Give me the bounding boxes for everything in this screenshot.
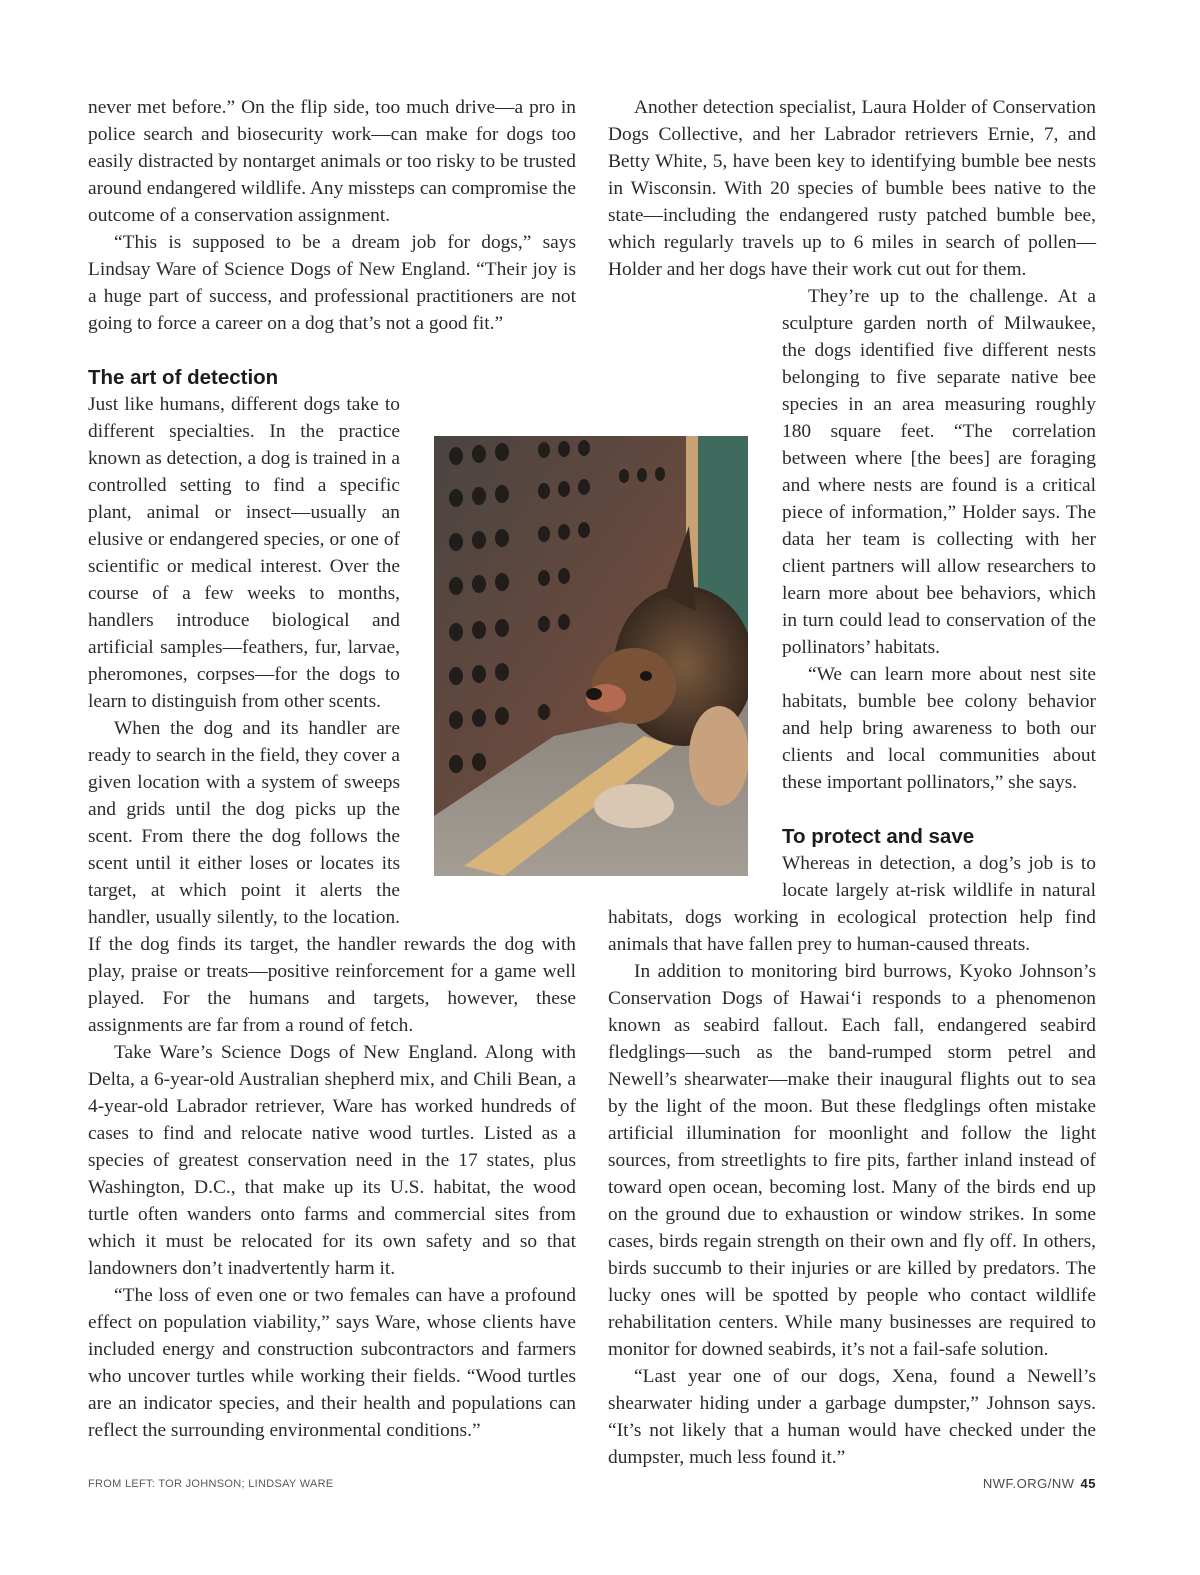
dog-photo-illustration (434, 436, 748, 876)
left-paragraph-2: “This is supposed to be a dream job for dogs,” says Lindsay Ware of Science Dogs of New England. “Their joy is a huge part of success, and professional practitioners are not going to force a career on a dog that’s not a good fit.” (88, 232, 576, 334)
photo-credit: FROM LEFT: TOR JOHNSON; LINDSAY WARE (88, 1478, 334, 1490)
left-paragraph-3: Just like humans, different dogs take to different specialties. In the practice known as detection, a dog is trained in a controlled setting to find a specific plant, animal or insect—usually an elusive or endangered species, or one of scientific or medical interest. Over the course of a few weeks to months, handlers introduce biological and artificial samples—feathers, fur, larvae, pheromones, corpses—for the dogs to learn to distinguish from other scents. (88, 394, 400, 712)
right-paragraph-2: They’re up to the challenge. At a sculpture garden north of Milwaukee, the dogs identified five different nests belonging to five separate native bee species in an area measuring roughly 180 square feet. “The correlation between where [the bees] are foraging and where nests are found is a critical piece of information,” Holder says. The data her team is collecting with her client partners will allow researchers to learn more about bee behaviors, which in turn could lead to conservation of the pollinators’ habitats. (782, 286, 1096, 658)
left-paragraph-4: When the dog and its handler are ready to search in the field, they cover a given location with a system of sweeps and grids until the dog picks up the scent. From there the dog follows the scent until it either loses or locates its target, at which point it alerts the handler, usually silently, to the location. If the dog finds its target, the handler rewards the dog with play, praise or treats—positive reinforcement for a game well played. For the humans and targets, however, these assignments are far from a round of fetch. (88, 718, 576, 1036)
section-spacer (88, 337, 576, 364)
dog-photo (434, 436, 748, 876)
section-heading-detection: The art of detection (88, 366, 279, 389)
right-paragraph-1: Another detection specialist, Laura Holder of Conservation Dogs Collective, and her Labrador retrievers Ernie, 7, and Betty White, 5, have been key to identifying bumble bee nests in Wisconsin. With 20 species of bumble bees native to the state—including the endangered rusty patched bumble bee, which regularly travels up to 6 miles in search of pollen—Holder and her dogs have their work cut out for them. (608, 97, 1096, 280)
website-url: NWF.ORG/NW (982, 1476, 1075, 1491)
page-footer (983, 1476, 1096, 1491)
right-paragraph-3: “We can learn more about nest site habitats, bumble bee colony behavior and help bring awareness to both our clients and local communities about these important pollinators,” she says. (782, 664, 1096, 793)
right-paragraph-6: “Last year one of our dogs, Xena, found a Newell’s shearwater hiding under a garbage dumpster,” Johnson says. “It’s not likely that a human would have checked under the dumpster, much less found it.” (608, 1366, 1096, 1468)
right-paragraph-4: Whereas in detection, a dog’s job is to locate largely at-risk wildlife in natural habitats, dogs working in ecological protection help find animals that have fallen prey to human-caused threats. (608, 853, 1096, 955)
right-paragraph-5: In addition to monitoring bird burrows, Kyoko Johnson’s Conservation Dogs of Hawai‘i responds to a phenomenon known as seabird fallout. Each fall, endangered seabird fledglings—such as the band-rumped storm petrel and Newell’s shearwater—make their inaugural flights out to sea by the light of the moon. But these fledglings often mistake artificial illumination for moonlight and follow the light sources, from streetlights to fire pits, farther inland instead of toward open ocean, becoming lost. Many of the birds end up on the ground due to exhaustion or window strikes. In some cases, birds regain strength on their own and fly off. In others, birds succumb to their injuries or are killed by predators. The lucky ones will be spotted by people who contact wildlife rehabilitation centers. While many businesses are required to monitor for downed seabirds, it’s not a fail-safe solution. (608, 961, 1096, 1360)
left-paragraph-1: never met before.” On the flip side, too much drive—a pro in police search and biosecurity work—can make for dogs too easily distracted by nontarget animals or too risky to be trusted around endangered wildlife. Any missteps can compromise the outcome of a conservation assignment. (88, 97, 576, 226)
left-paragraph-5: Take Ware’s Science Dogs of New England. Along with Delta, a 6-year-old Australian shepherd mix, and Chili Bean, a 4-year-old Labrador retriever, Ware has worked hundreds of cases to find and relocate native wood turtles. Listed as a species of greatest conservation need in the 17 states, plus Washington, D.C., that make up its U.S. habitat, the wood turtle often wanders onto farms and commercial sites from which it must be relocated for its own safety and so that landowners don’t inadvertently harm it. (88, 1042, 576, 1279)
left-paragraph-6: “The loss of even one or two females can have a profound effect on population viability,” says Ware, whose clients have included energy and construction subcontractors and farmers who uncover turtles while working their fields. “Wood turtles are an indicator species, and their health and populations can reflect the surrounding environmental conditions.” (88, 1285, 576, 1441)
section-heading-protect: To protect and save (782, 825, 975, 848)
page-number: 45 (1080, 1476, 1096, 1491)
